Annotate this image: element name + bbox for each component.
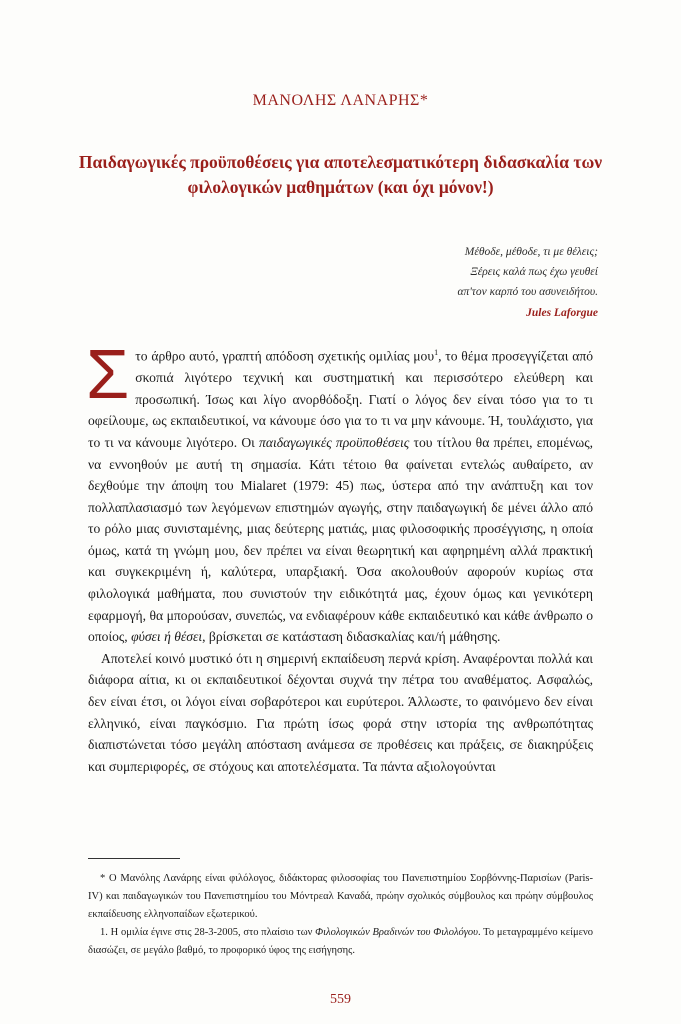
epigraph-line: Ξέρεις καλά πως έχω γευθεί xyxy=(470,266,598,278)
footnotes xyxy=(88,870,593,960)
paragraph: Αποτελεί κοινό μυστικό ότι η σημερινή εκπαίδευση περνά κρίση. Αναφέρονται πολλά και διάφορα αίτια, κι οι εκπαιδευτικοί δέχονται συχνά την πέτρα του αναθέματος. Ασφαλώς, δεν είναι έτσι, οι λόγοι είναι σοβαρότεροι και ευρύτεροι. Άλλωστε, το φαινόμενο δεν είναι ελληνικό, είναι παγκόσμιο. Για πρώτη ίσως φορά στην ιστορία της ανθρωπότητας διαπιστώνεται τόσο μεγάλη απόσταση ανάμεσα σε προθέσεις και πράξεις, σε διακηρύξεις και συμπεριφορές, σε στόχους και αποτελέσματα. Τα πάντα αξιολογούνται xyxy=(88,650,593,774)
footnote: 1. Η ομιλία έγινε στις 28-3-2005, στο πλαίσιο των Φιλολογικών Βραδινών του Φιλολόγου. Το μεταγραμμένο κείμενο διασώζει, σε μεγάλο βαθμό, το προφορικό ύφος της εισήγησης. xyxy=(88,927,593,956)
footnote: * Ο Μανόλης Λανάρης είναι φιλόλογος, διδάκτορας φιλοσοφίας του Πανεπιστημίου Σορβόννης-Παρισίων (Paris-IV) και παιδαγωγικών του Πανεπιστημίου του Μόντρεαλ Καναδά, πρώην σχολικός σύμβουλος και πρώην σύμβουλος εκπαίδευσης ελληνοπαίδων εξωτερικού. xyxy=(88,873,593,920)
emphasis: παιδαγωγικές προϋποθέσεις xyxy=(259,434,410,450)
page-number: 559 xyxy=(330,992,351,1007)
author-name: ΜΑΝΟΛΗΣ ΛΑΝΑΡΗΣ* xyxy=(252,92,429,109)
epigraph-attribution: Jules Laforgue xyxy=(526,307,598,319)
footnote-divider xyxy=(88,858,180,859)
footnote-reference: 1 xyxy=(434,348,439,357)
epigraph-line: Μέθοδε, μέθοδε, τι με θέλεις; xyxy=(464,246,598,258)
drop-cap: Σ xyxy=(86,335,130,413)
article-title: Παιδαγωγικές προϋποθέσεις για αποτελεσματικότερη διδασκαλία των φιλολογικών μαθημάτων (και όχι μόνον!) xyxy=(78,152,603,197)
paragraph: Στο άρθρο αυτό, γραπτή απόδοση σχετικής ομιλίας μου$^1$, το θέμα προσεγγίζεται από σκοπιά λιγότερο τεχνική και συστηματική και περισσότερο ελεύθερη και προσωπική. Ίσως και λίγο ανορθόδοξη. Γιατί ο λόγος δεν είναι τόσο για το τι οφείλουμε, ως εκπαιδευτικοί, να κάνουμε όσο για το τι να μην κάνουμε. Ή, τουλάχιστο, για το τι να κάνουμε λιγότερο. Οι παιδαγωγικές προϋποθέσεις του τίτλου θα πρέπει, επομένως, να εννοηθούν με αυτή τη σημασία. Κάτι τέτοιο θα φαίνεται εντελώς αυθαίρετο, αν δεχθούμε την άποψη του Mialaret (1979: 45) πως, ύστερα από την ανάπτυξη και τον πολλαπλασιασμό των λεγόμενων επιστημών αγωγής, στην παιδαγωγική δε μένει άλλο από το ρόλο μιας συνισταμένης, μιας δεύτερης ματιάς, μιας φιλοσοφικής προσέγγισης, η οποία όμως, κατά τη γνώμη μου, δεν πρέπει να είναι θεωρητική και αφηρημένη αλλά πρακτική και συγκεκριμένη ή, καλύτερα, υπαρξιακή. Όσα ακολουθούν αφορούν κυρίως στα φιλολογικά μαθήματα, που συνιστούν την ειδικότητά μας, έχουν όμως και γενικότερη εφαρμογή, θα μπορούσαν, συνεπώς, να ενδιαφέρουν κάθε εκπαιδευτικό και κάθε άνθρωπο ο οποίος, φύσει ή θέσει, βρίσκεται σε κατάσταση διδασκαλίας και/ή μάθησης. xyxy=(86,335,593,645)
emphasis: φύσει ή θέσει xyxy=(131,629,203,645)
epigraph-line: απ'τον καρπό του ασυνειδήτου. xyxy=(457,286,598,298)
epigraph xyxy=(330,242,598,323)
article-body xyxy=(86,335,593,777)
